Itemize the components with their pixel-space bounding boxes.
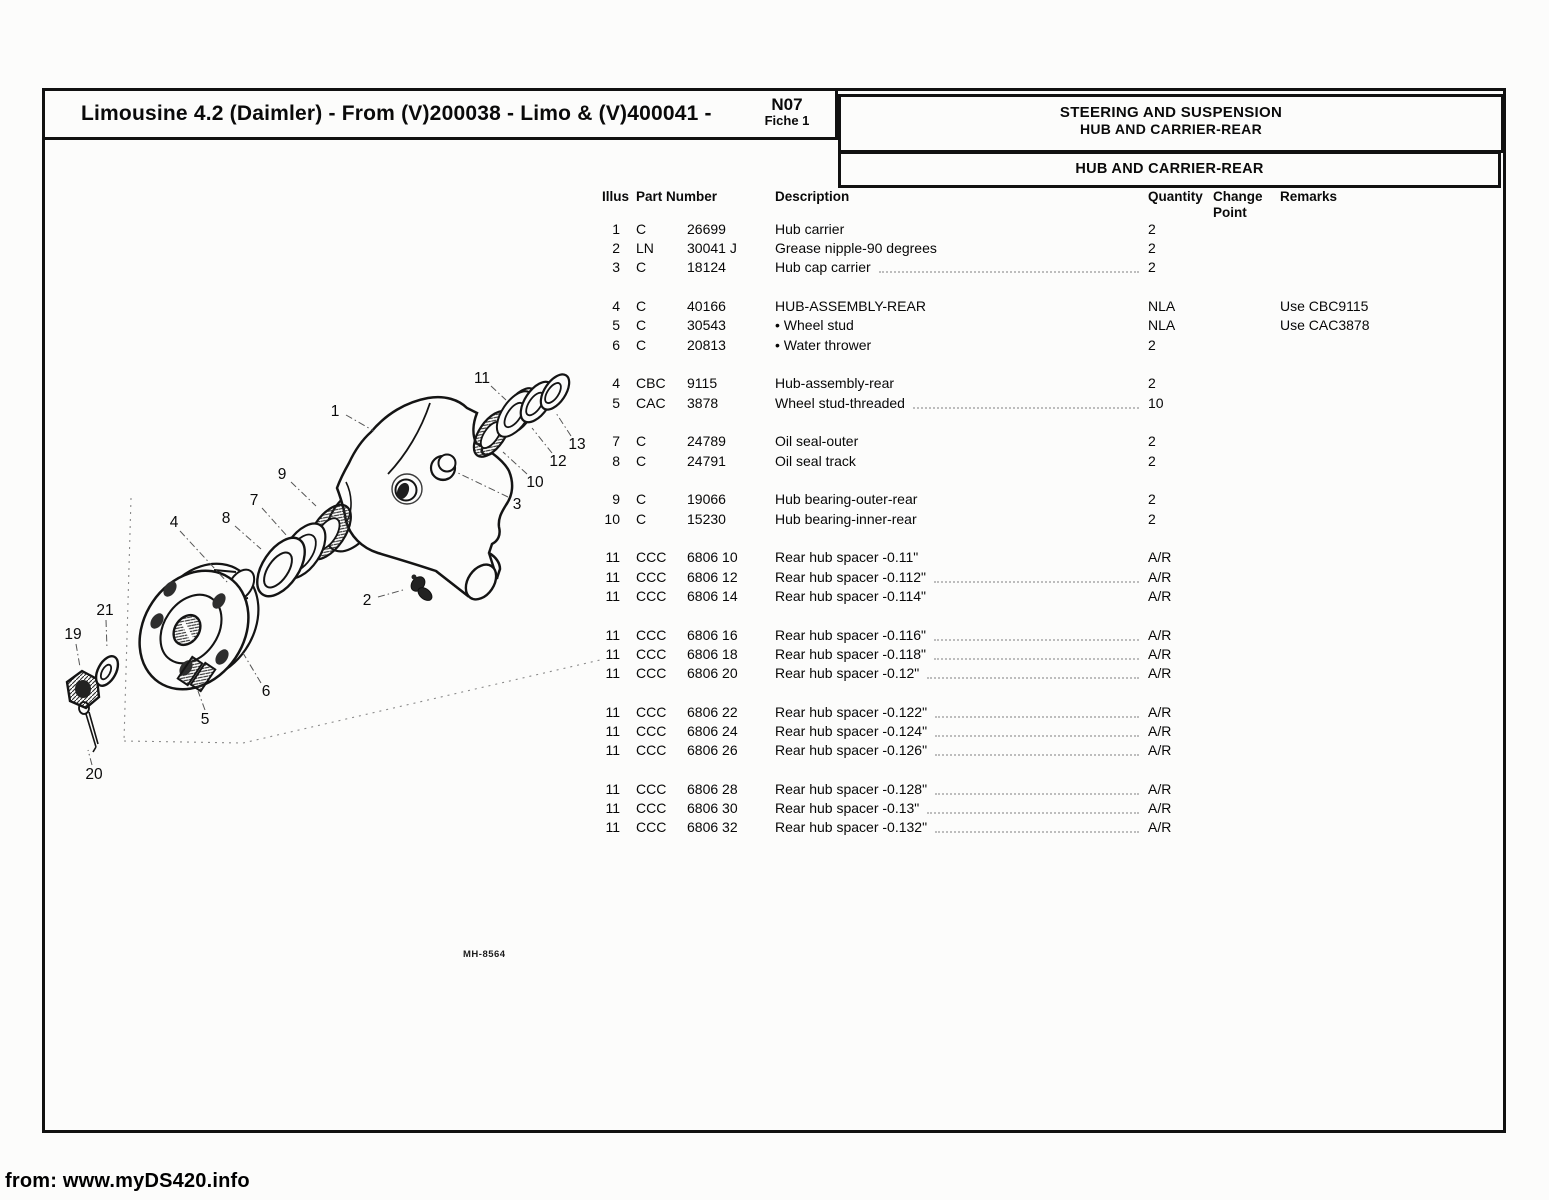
description-cell: Hub bearing-outer-rear <box>775 491 918 508</box>
diagram-callout-21: 21 <box>96 602 114 619</box>
callout-leader-7 <box>262 508 287 536</box>
diagram-callout-6: 6 <box>261 683 271 700</box>
part-prefix-cell: CCC <box>636 703 667 720</box>
illus-cell: 1 <box>612 221 620 237</box>
illus-cell: 11 <box>605 549 620 566</box>
description-cell: Rear hub spacer -0.11" <box>775 549 919 566</box>
remarks-cell: Use CAC3878 <box>1280 317 1370 334</box>
diagram-callout-2: 2 <box>362 592 372 609</box>
quantity-cell: A/R <box>1148 703 1172 720</box>
col-header-change: Change <box>1213 189 1263 204</box>
callout-leader-6 <box>243 653 261 683</box>
illus-cell: 6 <box>612 336 620 353</box>
section-title: STEERING AND SUSPENSION <box>1059 104 1283 121</box>
illus-cell: 2 <box>612 240 620 257</box>
part-number-cell: 6806 22 <box>687 703 738 720</box>
description-cell: • Wheel stud <box>775 317 854 334</box>
illus-cell: 11 <box>605 568 620 585</box>
description-cell: Hub carrier <box>775 221 845 237</box>
part-number-cell: 6806 16 <box>687 626 738 643</box>
illus-cell: 4 <box>612 298 620 315</box>
illus-cell: 8 <box>612 452 620 469</box>
dotted-leader <box>934 638 1139 641</box>
description-cell: Wheel stud-threaded <box>775 394 1145 413</box>
quantity-cell: 2 <box>1148 240 1156 257</box>
description-cell: Rear hub spacer -0.124" <box>775 722 1145 741</box>
illus-cell: 7 <box>612 433 620 450</box>
table-row <box>0 799 1460 818</box>
quantity-cell: 10 <box>1148 394 1164 411</box>
quantity-cell: 2 <box>1148 375 1156 392</box>
part-prefix-cell: CCC <box>636 819 667 836</box>
part-number-cell: 26699 <box>687 221 726 237</box>
callout-leader-8 <box>235 526 261 549</box>
remarks-cell: Use CBC9115 <box>1280 298 1369 315</box>
quantity-cell: NLA <box>1148 298 1176 315</box>
quantity-cell: A/R <box>1148 645 1172 662</box>
part-prefix-cell: CCC <box>636 587 667 604</box>
dotted-leader <box>934 580 1139 583</box>
part-prefix-cell: CCC <box>636 645 667 662</box>
description-cell: Oil seal-outer <box>775 433 859 450</box>
carrier-stud <box>431 455 456 481</box>
part-prefix-cell: CBC <box>636 375 666 392</box>
diagram-callout-20: 20 <box>85 766 103 783</box>
diagram-callout-3: 3 <box>512 496 522 513</box>
part-prefix-cell: C <box>636 221 647 237</box>
callout-leader-9 <box>291 482 316 506</box>
quantity-cell: 2 <box>1148 433 1156 450</box>
illus-cell: 5 <box>612 394 620 411</box>
table-row <box>0 220 1460 239</box>
part-prefix-cell: CAC <box>636 394 666 411</box>
description-cell: Rear hub spacer -0.12" <box>775 664 1145 683</box>
description-cell: • Water thrower <box>775 336 872 353</box>
illus-cell: 10 <box>604 510 620 527</box>
description-cell: Hub-assembly-rear <box>775 375 895 392</box>
dotted-leader <box>934 657 1139 660</box>
description-cell: Rear hub spacer -0.128" <box>775 780 1145 799</box>
part-number-cell: 6806 12 <box>687 568 738 585</box>
part-prefix-cell: CCC <box>636 800 667 817</box>
dotted-leader <box>935 715 1139 718</box>
description-cell: Oil seal track <box>775 452 856 469</box>
illus-cell: 11 <box>605 645 620 662</box>
fiche-code: N07 <box>771 95 803 114</box>
part-number-cell: 20813 <box>687 336 726 353</box>
callout-leader-20 <box>88 750 92 765</box>
description-cell: HUB-ASSEMBLY-REAR <box>775 298 926 315</box>
illus-cell: 11 <box>605 587 620 604</box>
table-row <box>0 316 1460 335</box>
table-row <box>0 239 1460 258</box>
callout-leader-12 <box>532 428 552 453</box>
part-number-cell: 3878 <box>687 394 719 411</box>
part-prefix-cell: CCC <box>636 549 667 566</box>
quantity-cell: A/R <box>1148 819 1172 836</box>
callout-leader-11 <box>491 386 506 400</box>
illus-cell: 11 <box>605 800 620 817</box>
diagram-callout-19: 19 <box>64 626 82 643</box>
illus-cell: 11 <box>605 665 620 681</box>
part-prefix-cell: CCC <box>636 626 667 643</box>
part-prefix-cell: C <box>636 259 647 276</box>
quantity-cell: NLA <box>1148 317 1176 334</box>
illus-cell: 11 <box>605 781 620 797</box>
callout-leader-13 <box>556 413 571 436</box>
quantity-cell: 2 <box>1148 491 1156 508</box>
description-cell: Hub bearing-inner-rear <box>775 510 917 527</box>
table-row <box>0 818 1460 837</box>
col-header-point: Point <box>1213 205 1247 220</box>
description-cell: Rear hub spacer -0.126" <box>775 741 1145 760</box>
col-header-illus: Illus <box>602 189 630 204</box>
exploded-diagram <box>30 355 630 790</box>
dotted-leader <box>879 270 1139 273</box>
dotted-leader <box>935 792 1139 795</box>
part-prefix-cell: CCC <box>636 723 667 739</box>
part-number-cell: 6806 28 <box>687 781 738 797</box>
fiche-label: Fiche 1 <box>764 113 810 128</box>
quantity-cell: 2 <box>1148 452 1156 469</box>
table-row <box>0 297 1460 316</box>
dotted-leader <box>927 676 1139 679</box>
part-number-cell: 30543 <box>687 317 726 334</box>
table-row <box>0 258 1460 277</box>
description-cell: Rear hub spacer -0.13" <box>775 799 1145 818</box>
description-cell: Rear hub spacer -0.118" <box>775 645 1145 664</box>
diagram-callout-4: 4 <box>169 514 179 531</box>
quantity-cell: A/R <box>1148 587 1172 604</box>
illus-cell: 11 <box>605 819 620 836</box>
quantity-cell: A/R <box>1148 800 1172 817</box>
description-cell: Grease nipple-90 degrees <box>775 240 937 257</box>
description-cell: Rear hub spacer -0.122" <box>775 703 1145 722</box>
dotted-leader <box>935 734 1139 737</box>
illus-cell: 11 <box>605 703 620 720</box>
illus-cell: 9 <box>612 491 620 508</box>
part-prefix-cell: CCC <box>636 568 667 585</box>
part-prefix-cell: C <box>636 336 647 353</box>
part-number-cell: 6806 32 <box>687 819 738 836</box>
panel-title: HUB AND CARRIER-REAR <box>1075 161 1264 177</box>
quantity-cell: A/R <box>1148 723 1172 739</box>
part-number-cell: 6806 18 <box>687 645 738 662</box>
diagram-callout-5: 5 <box>200 711 210 728</box>
quantity-cell: 2 <box>1148 510 1156 527</box>
diagram-callout-10: 10 <box>526 474 544 491</box>
part-number-cell: 6806 20 <box>687 665 738 681</box>
quantity-cell: A/R <box>1148 568 1172 585</box>
part-prefix-cell: CCC <box>636 742 667 759</box>
illus-cell: 11 <box>605 723 620 739</box>
callout-leader-2 <box>378 590 403 597</box>
part-number-cell: 24789 <box>687 433 726 450</box>
part-number-cell: 19066 <box>687 491 726 508</box>
illus-cell: 11 <box>605 742 620 759</box>
part-prefix-cell: C <box>636 510 647 527</box>
diagram-callout-8: 8 <box>221 510 231 527</box>
part-prefix-cell: CCC <box>636 665 667 681</box>
source-credit: from: www.myDS420.info <box>5 1170 250 1192</box>
quantity-cell: A/R <box>1148 781 1172 797</box>
description-cell: Rear hub spacer -0.112" <box>775 568 1145 587</box>
part-prefix-cell: C <box>636 433 647 450</box>
split-pin <box>79 702 98 752</box>
quantity-cell: 2 <box>1148 221 1156 237</box>
dotted-leader <box>935 753 1139 756</box>
callout-leader-5 <box>198 691 205 710</box>
part-number-cell: 18124 <box>687 259 726 276</box>
col-header-quantity: Quantity <box>1148 189 1203 204</box>
col-header-part-number: Part Number <box>636 189 718 204</box>
part-number-cell: 40166 <box>687 298 726 315</box>
hub-assembly <box>117 543 280 710</box>
description-cell: Rear hub spacer -0.116" <box>775 626 1145 645</box>
part-number-cell: 6806 26 <box>687 742 738 759</box>
quantity-cell: A/R <box>1148 665 1172 681</box>
diagram-callout-11: 11 <box>473 370 491 387</box>
callout-leader-19 <box>76 644 80 667</box>
grease-nipple <box>408 574 434 603</box>
part-number-cell: 6806 24 <box>687 723 738 739</box>
dotted-leader <box>927 811 1139 814</box>
part-number-cell: 6806 14 <box>687 587 738 604</box>
illus-cell: 5 <box>612 317 620 334</box>
drawing-reference-code: MH-8564 <box>463 949 506 960</box>
part-number-cell: 15230 <box>687 510 726 527</box>
part-prefix-cell: C <box>636 298 647 315</box>
diagram-callout-12: 12 <box>549 453 567 470</box>
callout-leader-1 <box>346 415 374 431</box>
part-prefix-cell: C <box>636 491 647 508</box>
quantity-cell: A/R <box>1148 549 1172 566</box>
col-header-remarks: Remarks <box>1280 189 1338 204</box>
col-header-description: Description <box>775 189 850 204</box>
section-subtitle: HUB AND CARRIER-REAR <box>1079 121 1263 137</box>
diagram-callout-9: 9 <box>277 466 287 483</box>
quantity-cell: A/R <box>1148 626 1172 643</box>
diagram-callout-13: 13 <box>568 436 586 453</box>
description-cell: Hub cap carrier <box>775 258 1145 277</box>
description-cell: Rear hub spacer -0.132" <box>775 818 1145 837</box>
table-row <box>0 336 1460 355</box>
illus-cell: 11 <box>605 626 620 643</box>
quantity-cell: 2 <box>1148 336 1156 353</box>
illus-cell: 3 <box>612 259 620 276</box>
part-prefix-cell: LN <box>636 240 654 257</box>
part-number-cell: 30041 J <box>687 240 737 257</box>
part-prefix-cell: C <box>636 452 647 469</box>
dotted-leader <box>913 406 1139 409</box>
callout-leader-21 <box>106 620 107 649</box>
illus-cell: 4 <box>612 375 620 392</box>
part-prefix-cell: C <box>636 317 647 334</box>
part-number-cell: 6806 30 <box>687 800 738 817</box>
quantity-cell: 2 <box>1148 259 1156 276</box>
part-prefix-cell: CCC <box>636 781 667 797</box>
diagram-callout-1: 1 <box>330 403 340 420</box>
page-title: Limousine 4.2 (Daimler) - From (V)200038 - Limo & (V)400041 - <box>81 102 712 125</box>
dotted-leader <box>935 830 1139 833</box>
part-number-cell: 24791 <box>687 452 726 469</box>
description-cell: Rear hub spacer -0.114" <box>775 587 927 604</box>
part-number-cell: 9115 <box>687 375 718 392</box>
part-number-cell: 6806 10 <box>687 549 738 566</box>
diagram-callout-7: 7 <box>249 492 259 509</box>
quantity-cell: A/R <box>1148 742 1172 759</box>
